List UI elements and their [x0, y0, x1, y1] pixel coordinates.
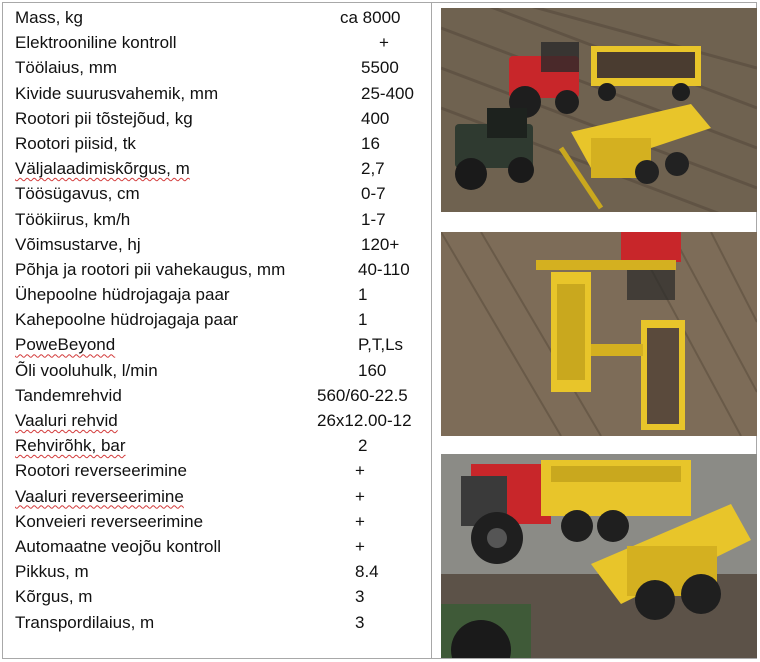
spec-value: 2,7	[361, 159, 385, 179]
spec-value: 40-110	[358, 259, 410, 279]
spec-value: 3	[355, 587, 365, 607]
spec-value: 3	[355, 612, 365, 632]
spec-value: 120+	[361, 234, 400, 254]
spec-value: 26x12.00-12	[317, 411, 412, 430]
spec-label: Tandemrehvid	[15, 385, 122, 405]
spec-row	[15, 433, 425, 458]
spec-label: Põhja ja rootori pii vahekaugus, mm	[15, 259, 286, 279]
spec-value: 560/60-22.5	[317, 385, 408, 405]
spec-value: 16	[361, 133, 380, 153]
spec-value: 25-400	[361, 83, 414, 103]
spec-row	[15, 484, 425, 509]
spec-label: Võimsustarve, hj	[15, 234, 141, 254]
spec-row	[15, 257, 425, 282]
spec-row	[15, 307, 425, 332]
spec-row	[15, 5, 425, 30]
spec-value: 160	[358, 360, 387, 380]
spec-label: Pikkus, m	[15, 562, 89, 582]
spec-row	[15, 383, 425, 408]
spec-label: Konveieri reverseerimine	[15, 511, 204, 531]
spec-value: P,T,Ls	[358, 335, 404, 355]
spec-label: Vaaluri reverseerimine	[15, 486, 184, 506]
spec-row	[15, 534, 425, 559]
spec-label: Töökiirus, km/h	[15, 209, 131, 229]
spec-row	[15, 181, 425, 206]
spec-value: +	[355, 486, 365, 506]
spec-value: 8.4	[355, 562, 379, 582]
column-divider	[431, 2, 432, 659]
spec-label: Töösügavus, cm	[15, 184, 140, 204]
spec-value: 5500	[361, 58, 399, 78]
spec-value: +	[379, 33, 389, 53]
spec-label: Vaaluri rehvid	[15, 411, 118, 430]
spec-value: 2	[358, 436, 368, 456]
spec-label: Väljalaadimiskõrgus, m	[15, 159, 190, 179]
spec-row	[15, 332, 425, 357]
spec-value: 1	[358, 310, 368, 330]
spec-label: Elektrooniline kontroll	[15, 33, 177, 53]
machine-photo-2	[441, 232, 757, 436]
spec-label: Transpordilaius, m	[15, 612, 155, 632]
spec-row	[15, 131, 425, 156]
spec-row	[15, 55, 425, 80]
spec-label: PoweBeyond	[15, 335, 116, 355]
machine-photo-1	[441, 8, 757, 212]
machine-photo-3	[441, 454, 757, 658]
spec-row	[15, 458, 425, 483]
spec-label	[15, 282, 230, 307]
spec-row	[15, 232, 425, 257]
spec-label: Rootori piisid, tk	[15, 133, 136, 153]
spec-row	[15, 559, 425, 584]
spec-row	[15, 106, 425, 131]
spec-table	[15, 5, 425, 635]
spec-label-text: Ühepoolne hüdrojagaja paar	[15, 285, 230, 305]
spec-label: Töölaius, mm	[15, 58, 118, 78]
spec-label: Mass, kg	[15, 8, 84, 27]
spec-value: +	[355, 536, 365, 556]
spec-row	[15, 610, 425, 635]
spec-label: Rehvirõhk, bar	[15, 436, 126, 456]
spec-row	[15, 358, 425, 383]
spec-value: 0-7	[361, 184, 386, 204]
spec-row	[15, 282, 425, 307]
spec-row	[15, 509, 425, 534]
spec-value: +	[355, 461, 365, 481]
spec-row	[15, 584, 425, 609]
spec-row	[15, 156, 425, 181]
spec-label: Kõrgus, m	[15, 587, 93, 607]
spec-label: Kivide suurusvahemik, mm	[15, 83, 219, 103]
spec-row	[15, 30, 425, 55]
spec-value: 400	[361, 108, 390, 128]
spec-value: ca 8000	[340, 8, 401, 27]
spec-label: Kahepoolne hüdrojagaja paar	[15, 310, 239, 330]
spec-value: 1-7	[361, 209, 386, 229]
spec-label: Õli vooluhulk, l/min	[15, 360, 158, 380]
spec-row	[15, 81, 425, 106]
spec-row	[15, 408, 425, 433]
spec-value: +	[355, 511, 365, 531]
spec-label: Automaatne veojõu kontroll	[15, 536, 222, 556]
spec-row	[15, 207, 425, 232]
spec-label: Rootori reverseerimine	[15, 461, 187, 481]
spec-label: Rootori pii tõstejõud, kg	[15, 108, 193, 128]
spec-value: 1	[358, 285, 368, 305]
